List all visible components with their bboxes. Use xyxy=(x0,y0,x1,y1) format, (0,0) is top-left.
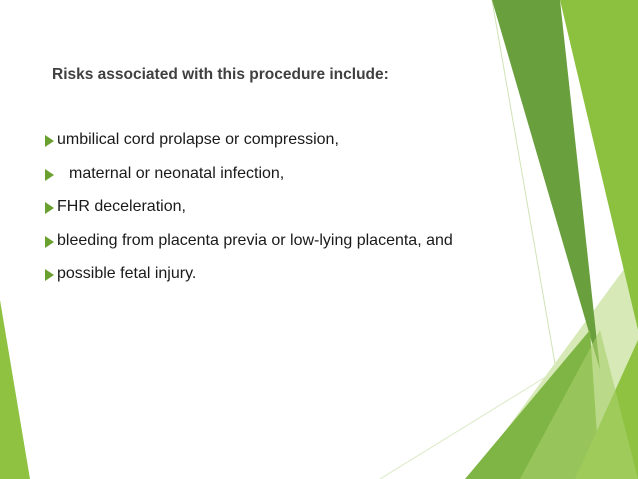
bullet-text: maternal or neonatal infection, xyxy=(69,164,285,182)
triangle-right-icon xyxy=(45,169,54,181)
bullet-text: FHR deceleration, xyxy=(57,198,186,215)
slide-title: Risks associated with this procedure include: xyxy=(52,66,389,83)
bullet-item xyxy=(45,265,453,299)
triangle-right-icon xyxy=(45,269,54,281)
triangle-right-icon xyxy=(45,135,54,147)
left-green-sliver xyxy=(0,300,30,479)
triangle-right-icon xyxy=(45,236,54,248)
bullet-text: possible fetal injury. xyxy=(57,265,197,282)
triangle-right-icon xyxy=(45,202,54,214)
bullet-text: umbilical cord prolapse or compression, xyxy=(57,131,339,148)
bullet-item xyxy=(45,198,453,232)
bullet-item xyxy=(45,165,453,199)
bullet-item xyxy=(45,131,453,165)
bullet-list xyxy=(45,131,453,299)
bullet-text: bleeding from placenta previa or low-lying placenta, and xyxy=(57,231,453,249)
bullet-item xyxy=(45,232,453,266)
